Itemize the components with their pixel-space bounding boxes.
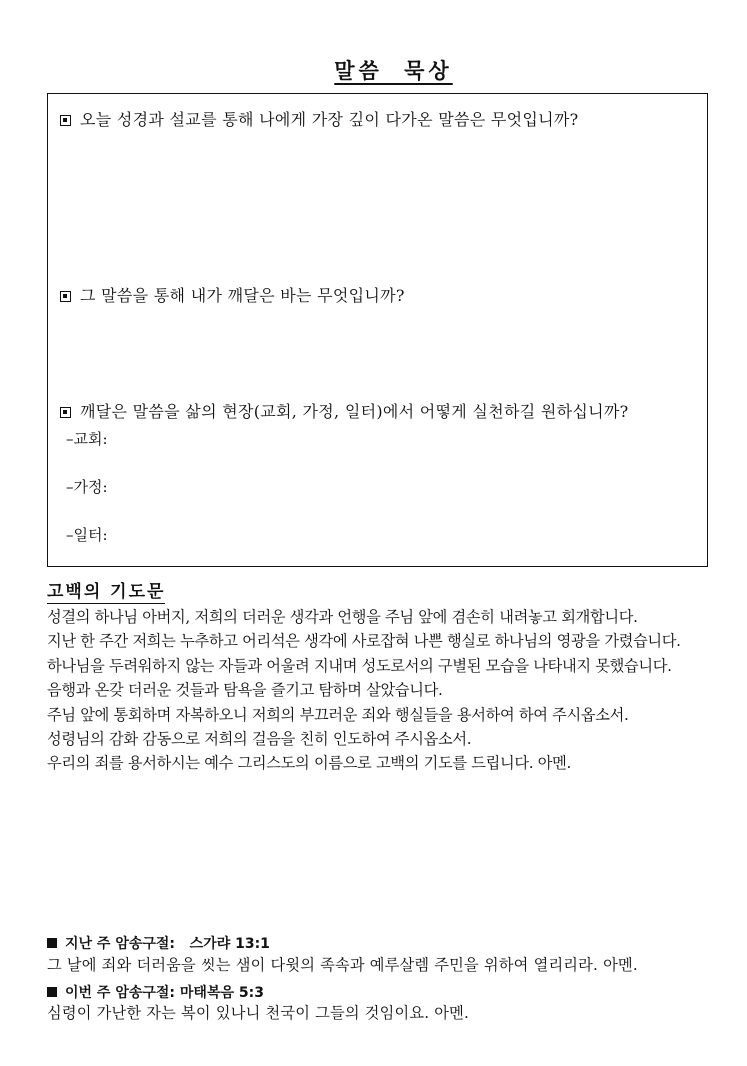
question-3 <box>60 399 629 422</box>
this-week-reference: 마태복음 5:3 <box>179 985 264 1001</box>
confession-line: 음행과 온갖 더러운 것들과 탐욕을 즐기고 탐하며 살았습니다. <box>47 681 443 700</box>
bullet-square-icon <box>47 987 57 997</box>
question-2-text: 그 말씀을 통해 내가 깨달은 바는 무엇입니까? <box>80 286 405 305</box>
this-week-verse: 심령이 가난한 자는 복이 있나니 천국이 그들의 것임이요. 아멘. <box>47 1004 470 1022</box>
question-3-text: 깨달은 말씀을 삶의 현장(교회, 가정, 일터)에서 어떻게 실천하길 원하십니까? <box>80 402 629 421</box>
last-week-memory-heading: 지난 주 암송구절: 스가랴 13:1 <box>47 933 270 953</box>
question-2 <box>60 283 405 306</box>
confession-line: 성령님의 감화 감동으로 저희의 걸음을 친히 인도하여 주시옵소서. <box>47 730 472 749</box>
page-title: 말씀 묵상 <box>334 58 453 83</box>
this-week-memory-heading: 이번 주 암송구절: 마태복음 5:3 <box>47 982 264 1002</box>
confession-title: 고백의 기도문 <box>47 577 165 604</box>
confession-line: 성결의 하나님 아버지, 저희의 더러운 생각과 언행을 주님 앞에 겸손히 내려놓고 회개합니다. <box>47 608 638 626</box>
meditation-box <box>47 93 708 567</box>
question-1 <box>60 107 579 130</box>
question-1-text: 오늘 성경과 설교를 통해 나에게 가장 깊이 다가온 말씀은 무엇입니까? <box>80 110 579 129</box>
church-label: –교회: <box>66 430 108 448</box>
confession-line: 우리의 죄를 용서하시는 예수 그리스도의 이름으로 고백의 기도를 드립니다. 아멘. <box>47 754 572 773</box>
confession-line: 지난 한 주간 저희는 누추하고 어리석은 생각에 사로잡혀 나쁜 행실로 하나님의 영광을 가렸습니다. <box>47 632 681 651</box>
last-week-verse: 그 날에 죄와 더러움을 씻는 샘이 다윗의 족속과 예루살렘 주민을 위하여 열리리라. 아멘. <box>47 956 638 974</box>
bullet-square-icon <box>47 938 57 948</box>
confession-line: 주님 앞에 통회하며 자복하오니 저희의 부끄러운 죄와 행실들을 용서하여 하여 주시옵소서. <box>47 705 629 724</box>
last-week-reference: 스가랴 13:1 <box>189 936 270 952</box>
confession-line: 하나님을 두려워하지 않는 자들과 어울려 지내며 성도로서의 구별된 모습을 나타내지 못했습니다. <box>47 656 672 675</box>
checkbox-square-icon <box>60 115 71 126</box>
work-label: –일터: <box>66 526 108 544</box>
checkbox-square-icon <box>60 291 71 302</box>
checkbox-square-icon <box>60 407 71 418</box>
home-label: –가정: <box>66 478 108 496</box>
confession-prayer <box>47 605 727 776</box>
